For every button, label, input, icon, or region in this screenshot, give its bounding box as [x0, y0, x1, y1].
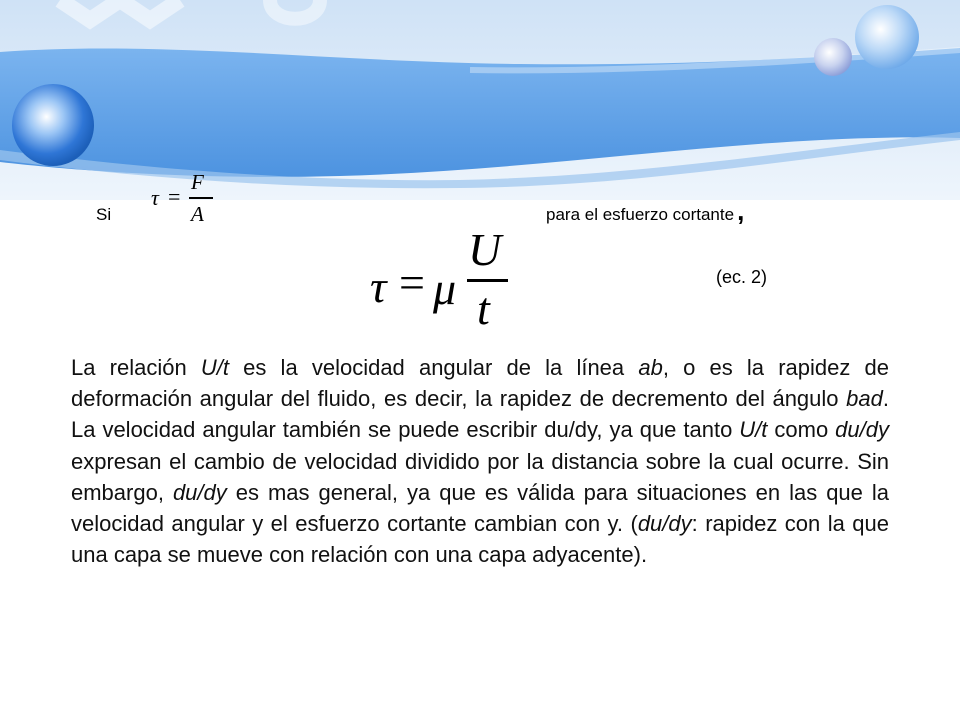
- intro-label: Si: [96, 205, 112, 224]
- formula-main-denominator: t: [477, 283, 490, 334]
- paragraph-run: , o es la rapidez de deformación angular del fluido, es decir, la rapidez de decremento del ángulo: [71, 355, 889, 412]
- formula-main-numerator: U: [468, 224, 502, 275]
- paragraph-run: La relación: [71, 355, 201, 380]
- intro-tail-comma: ,: [737, 196, 745, 226]
- paragraph-run-italic: du/dy: [637, 511, 692, 537]
- paragraph-run: es la velocidad angular de la línea: [228, 355, 639, 380]
- formula-small-lhs: τ: [151, 185, 159, 210]
- paragraph-run: expresan el cambio de velocidad dividido por la distancia sobre la cual ocurre. Sin embargo,: [71, 448, 889, 505]
- paragraph-run-italic: du/dy: [172, 479, 227, 505]
- formula-small-numerator: F: [191, 170, 204, 194]
- intro-tail: [546, 196, 745, 226]
- paragraph-run-italic: du/dy: [835, 417, 889, 443]
- formula-main-lhs: τ: [370, 261, 387, 312]
- intro-tail-text: para el esfuerzo cortante: [546, 205, 735, 224]
- paragraph-run-italic: ab: [638, 355, 663, 380]
- formula-main-equals: =: [399, 257, 425, 308]
- paragraph-run: : rapidez con la que una capa se mueve con relación con una capa adyacente).: [71, 511, 889, 568]
- equation-number: (ec. 2): [716, 267, 768, 287]
- formula-small-denominator: A: [191, 202, 204, 226]
- paragraph-run: es mas general, ya que es válida para situaciones en las que la velocidad angular y el esfuerzo cortante cambian con y. (: [71, 479, 890, 537]
- paragraph-run-italic: U/t: [739, 417, 768, 443]
- formula-main-coef: μ: [433, 263, 457, 314]
- body-paragraph: [71, 352, 889, 571]
- paragraph-run: como: [767, 417, 836, 443]
- paragraph-run-italic: U/t: [200, 355, 229, 380]
- header-banner: [0, 0, 960, 200]
- formula-small-fraction-bar: [189, 197, 213, 199]
- paragraph-run-italic: bad: [846, 386, 883, 412]
- paragraph-run: . La velocidad angular también se puede escribir du/dy, ya que tanto: [71, 386, 889, 443]
- formula-small-equals: =: [168, 184, 181, 209]
